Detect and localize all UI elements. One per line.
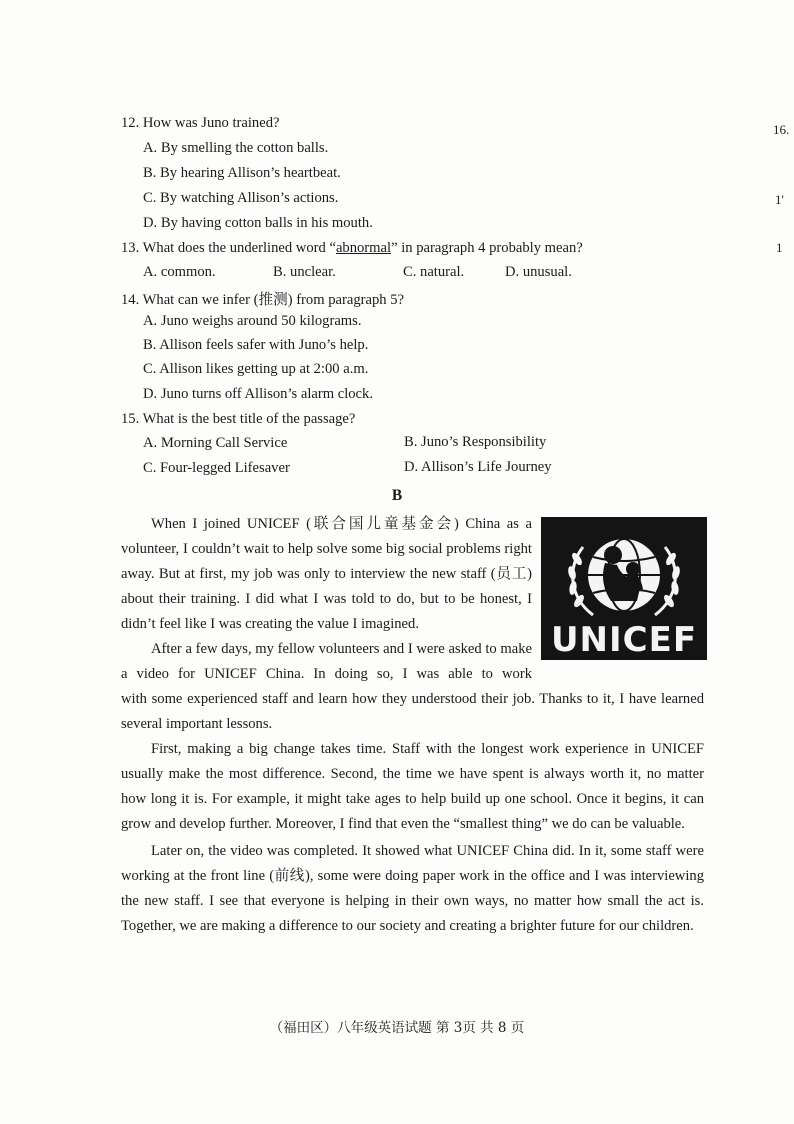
question-13-option-a: A. common.: [143, 264, 216, 280]
unicef-logo: [541, 517, 707, 660]
unicef-emblem-icon: [541, 517, 707, 660]
underlined-word: abnormal: [335, 240, 392, 256]
question-12-option-d: D. By having cotton balls in his mouth.: [143, 215, 373, 231]
question-13-option-d: D. unusual.: [505, 264, 572, 280]
question-15-option-c: C. Four-legged Lifesaver: [143, 460, 290, 476]
question-12-option-a: A. By smelling the cotton balls.: [143, 140, 329, 156]
question-15-option-d: D. Allison’s Life Journey: [404, 459, 552, 475]
question-14-option-b: B. Allison feels safer with Juno’s help.: [143, 337, 369, 353]
question-15-option-b: B. Juno’s Responsibility: [404, 434, 547, 450]
question-15-stem: 15. What is the best title of the passage?: [121, 411, 356, 427]
question-13-stem: 13. What does the underlined word “abnormal” in paragraph 4 probably mean?: [121, 240, 583, 256]
question-12-option-b: B. By hearing Allison’s heartbeat.: [143, 165, 341, 181]
question-12-stem: 12. How was Juno trained?: [121, 115, 280, 131]
edge-fragment-16: 16.: [773, 122, 790, 137]
question-13-option-b: B. unclear.: [273, 264, 336, 280]
page-footer: （福田区）八年级英语试题 第 3页 共 8 页: [269, 1020, 525, 1036]
edge-fragment-18: 1: [776, 240, 783, 255]
question-14-stem: 14. What can we infer (推测) from paragraph 5?: [121, 292, 404, 308]
unicef-logo-text: UNICEF: [550, 620, 698, 660]
passage-paragraph-1: When I joined UNICEF (联合国儿童基金会) China as a volunteer, I couldn’t wait to help solve some big social problems right away. But at first, my job was only to interview the new staff (员工) about their training. I did what I was told to do, but to be honest, I didn’t feel like I was creating the value I imagined.: [121, 516, 532, 632]
passage-paragraph-2-top: After a few days, my fellow volunteers and I were asked to make a video for UNICEF China. In doing so, I was able to work: [121, 641, 532, 682]
question-15-option-a: A. Morning Call Service: [143, 435, 288, 451]
passage-paragraph-3: First, making a big change takes time. Staff with the longest work experience in UNICEF usually make the most difference. Second, the time we have spent is always worth it, no matter how long it is. For example, it might take ages to help build up one school. Once it begins, it can grow and develop further. Moreover, I find that even the “smallest thing” we do can be valuable.: [121, 741, 704, 832]
passage-paragraph-2-bottom: with some experienced staff and learn how they understood their job. Thanks to it, I have learned several important lessons.: [121, 691, 704, 732]
passage-paragraph-4: Later on, the video was completed. It showed what UNICEF China did. In it, some staff were working at the front line (前线), some were doing paper work in the office and I was interviewing the new staff. I see that everyone is helping in their own ways, no matter how small the act is. Together, we are making a difference to our society and creating a brighter future for our children.: [121, 843, 704, 934]
question-13-option-c: C. natural.: [403, 264, 465, 280]
section-heading: B: [391, 487, 403, 504]
question-14-option-c: C. Allison likes getting up at 2:00 a.m.: [143, 361, 369, 377]
question-14-option-a: A. Juno weighs around 50 kilograms.: [143, 313, 362, 329]
edge-fragment-17: 1': [775, 192, 784, 207]
question-14-option-d: D. Juno turns off Allison’s alarm clock.: [143, 386, 373, 402]
question-12-option-c: C. By watching Allison’s actions.: [143, 190, 339, 206]
